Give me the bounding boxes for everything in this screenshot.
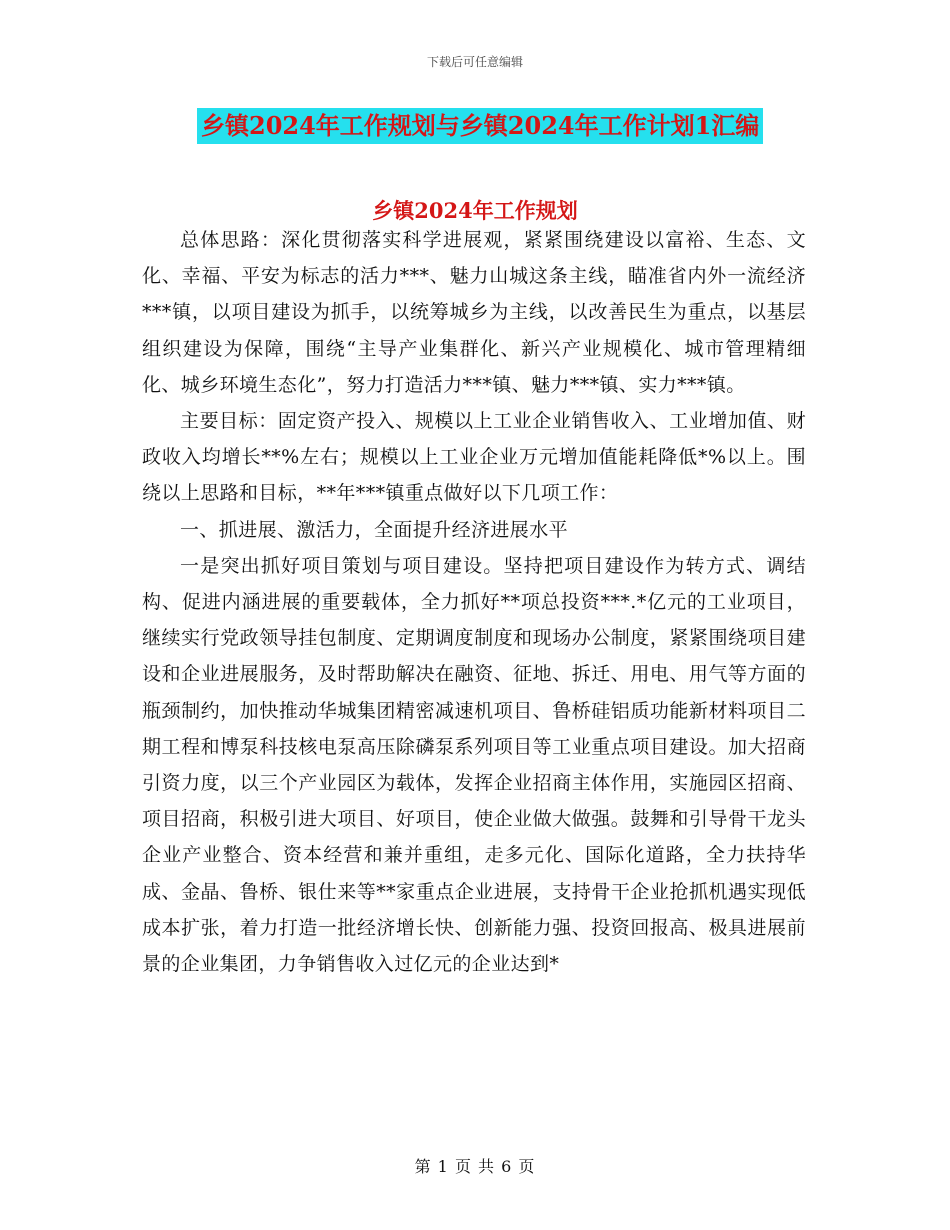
paragraph-main-goals: 主要目标：固定资产投入、规模以上工业企业销售收入、工业增加值、财政收入均增长**%左右；规模以上工业企业万元增加值能耗降低*%以上。围绕以上思路和目标，**年***镇重点做好以下几项工作： (142, 410, 806, 505)
page-header-note: 下载后可任意编辑 (426, 55, 523, 69)
document-body (142, 222, 806, 982)
document-title: 乡镇2024年工作规划与乡镇2024年工作计划1汇编 (197, 108, 763, 144)
page-number-footer: 第 1 页 共 6 页 (414, 1157, 536, 1176)
paragraph-project-building: 一是突出抓好项目策划与项目建设。坚持把项目建设作为转方式、调结构、促进内涵进展的重要载体，全力抓好**项总投资***.*亿元的工业项目，继续实行党政领导挂包制度、定期调度制度和现场办公制度，紧紧围绕项目建设和企业进展服务，及时帮助解决在融资、征地、拆迁、用电、用气等方面的瓶颈制约，加快推动华城集团精密减速机项目、鲁桥硅铝质功能新材料项目二期工程和博泵科技核电泵高压除磷泵系列项目等工业重点项目建设。加大招商引资力度，以三个产业园区为载体，发挥企业招商主体作用，实施园区招商、项目招商，积极引进大项目、好项目，使企业做大做强。鼓舞和引导骨干龙头企业产业整合、资本经营和兼并重组，走多元化、国际化道路，全力扶持华成、金晶、鲁桥、银仕来等**家重点企业进展，支持骨干企业抢抓机遇实现低成本扩张，着力打造一批经济增长快、创新能力强、投资回报高、极具进展前景的企业集团，力争销售收入过亿元的企业达到* (142, 554, 806, 976)
paragraph-heading-one: 一、抓进展、激活力，全面提升经济进展水平 (180, 518, 569, 541)
paragraph-overall-approach: 总体思路：深化贯彻落实科学进展观，紧紧围绕建设以富裕、生态、文化、幸福、平安为标志的活力***、魅力山城这条主线，瞄准省内外一流经济***镇，以项目建设为抓手，以统筹城乡为主线，以改善民生为重点，以基层组织建设为保障，围绕“主导产业集群化、新兴产业规模化、城市管理精细化、城乡环境生态化”，努力打造活力***镇、魅力***镇、实力***镇。 (142, 229, 806, 396)
section-title: 乡镇2024年工作规划 (372, 198, 578, 223)
